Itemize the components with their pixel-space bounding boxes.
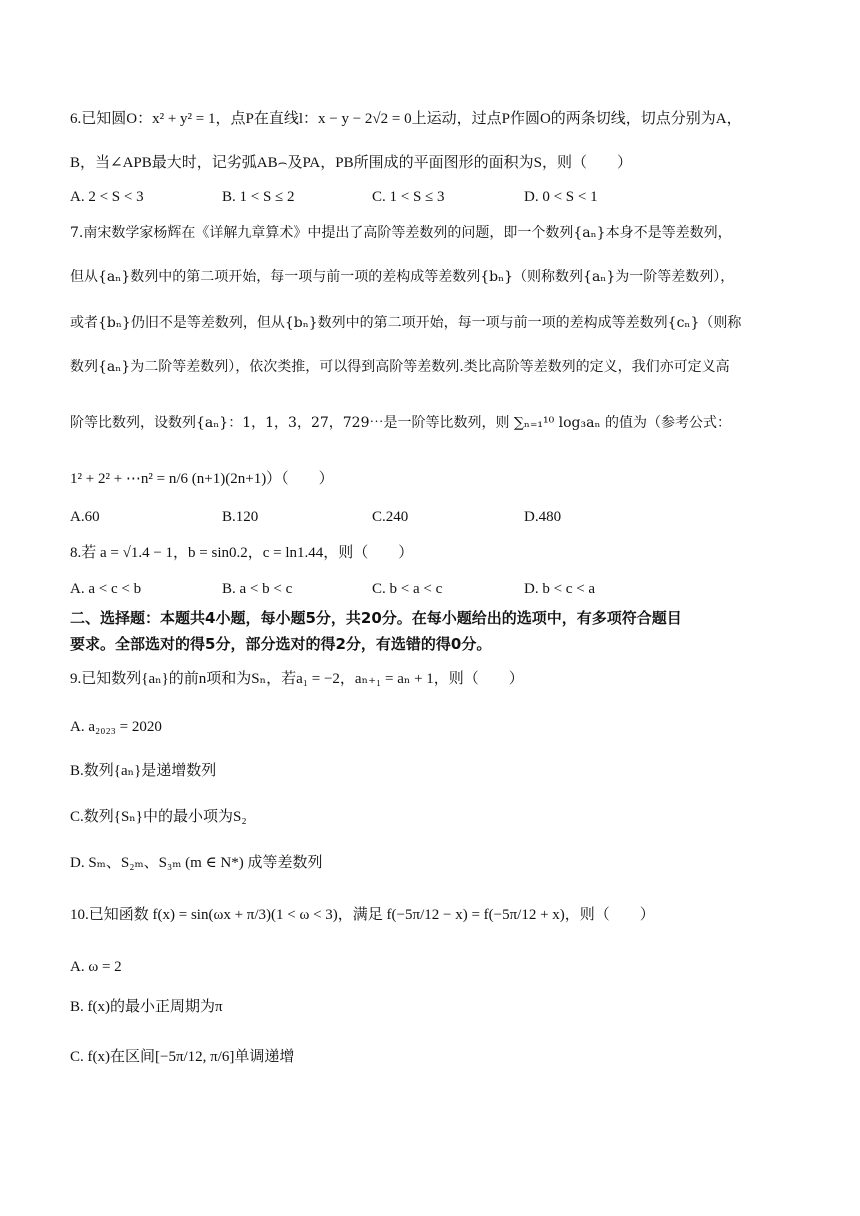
q9-option-b[interactable]: B.数列{aₙ}是递增数列 — [70, 763, 217, 779]
section-2-heading-line-2: 要求。全部选对的得5分，部分选对的得2分，有选错的得0分。 — [70, 635, 492, 653]
q6-line-2: B，当∠APB最大时，记劣弧AB⌢及PA，PB所围成的平面图形的面积为S，则（ ） — [70, 155, 632, 171]
q7-line-1: 7.南宋数学家杨辉在《详解九章算术》中提出了高阶等差数列的问题，即一个数列{aₙ}本身不是等差数列， — [70, 225, 732, 241]
q10-option-b[interactable]: B. f(x)的最小正周期为π — [70, 999, 223, 1015]
q7-option-b[interactable]: B.120 — [222, 509, 259, 525]
q8-line-1: 8.若 a = √1.4 − 1，b = sin0.2，c = ln1.44，则（ ） — [70, 545, 414, 561]
q10-option-a[interactable]: A. ω = 2 — [70, 959, 122, 975]
q9-option-d[interactable]: D. Sₘ、S₂ₘ、S₃ₘ (m ∈ N*) 成等差数列 — [70, 855, 323, 871]
q10-line-1: 10.已知函数 f(x) = sin(ωx + π/3)(1 < ω < 3)，满足 f(−5π/12 − x) = f(−5π/12 + x)，则（ ） — [70, 907, 655, 923]
q6-option-a[interactable]: A. 2 < S < 3 — [70, 189, 144, 205]
q7-option-d[interactable]: D.480 — [524, 509, 562, 525]
q9-option-a[interactable]: A. a₂₀₂₃ = 2020 — [70, 719, 162, 735]
q6-option-b[interactable]: B. 1 < S ≤ 2 — [222, 189, 295, 205]
q7-line-6: 1² + 2² + ⋯n² = n/6 (n+1)(2n+1)）（ ） — [70, 471, 334, 487]
q7-option-c[interactable]: C.240 — [372, 509, 409, 525]
q6-option-d[interactable]: D. 0 < S < 1 — [524, 189, 598, 205]
q10-option-c[interactable]: C. f(x)在区间[−5π/12, π/6]单调递增 — [70, 1049, 295, 1065]
q7-line-2: 但从{aₙ}数列中的第二项开始，每一项与前一项的差构成等差数列{bₙ}（则称数列{aₙ}为一阶等差数列）， — [70, 269, 735, 285]
q6-line-1: 6.已知圆O：x² + y² = 1，点P在直线l：x − y − 2√2 = 0上运动，过点P作圆O的两条切线，切点分别为A， — [70, 111, 742, 127]
q7-line-4: 数列{aₙ}为二阶等差数列），依次类推，可以得到高阶等差数列.类比高阶等差数列的定义，我们亦可定义高 — [70, 359, 730, 375]
q8-option-d[interactable]: D. b < c < a — [524, 581, 596, 597]
q6-option-c[interactable]: C. 1 < S ≤ 3 — [372, 189, 445, 205]
q6-options — [70, 186, 800, 208]
q7-line-5: 阶等比数列，设数列{aₙ}：1，1，3，27，729⋯是一阶等比数列，则 ∑ₙ₌₁¹⁰ log₃aₙ 的值为（参考公式： — [70, 415, 731, 431]
q9-option-c[interactable]: C.数列{Sₙ}中的最小项为S₂ — [70, 809, 247, 825]
q7-line-3: 或者{bₙ}仍旧不是等差数列，但从{bₙ}数列中的第二项开始，每一项与前一项的差构成等差数列{cₙ}（则称 — [70, 315, 742, 331]
q7-options — [70, 506, 800, 528]
q9-line-1: 9.已知数列{aₙ}的前n项和为Sₙ，若a₁ = −2，aₙ₊₁ = aₙ + 1，则（ ） — [70, 671, 524, 687]
q8-options — [70, 578, 800, 600]
q8-option-c[interactable]: C. b < a < c — [372, 581, 443, 597]
q8-option-b[interactable]: B. a < b < c — [222, 581, 293, 597]
q7-option-a[interactable]: A.60 — [70, 509, 100, 525]
q8-option-a[interactable]: A. a < c < b — [70, 581, 142, 597]
section-2-heading-line-1: 二、选择题：本题共4小题，每小题5分，共20分。在每小题给出的选项中，有多项符合题目 — [70, 609, 682, 627]
